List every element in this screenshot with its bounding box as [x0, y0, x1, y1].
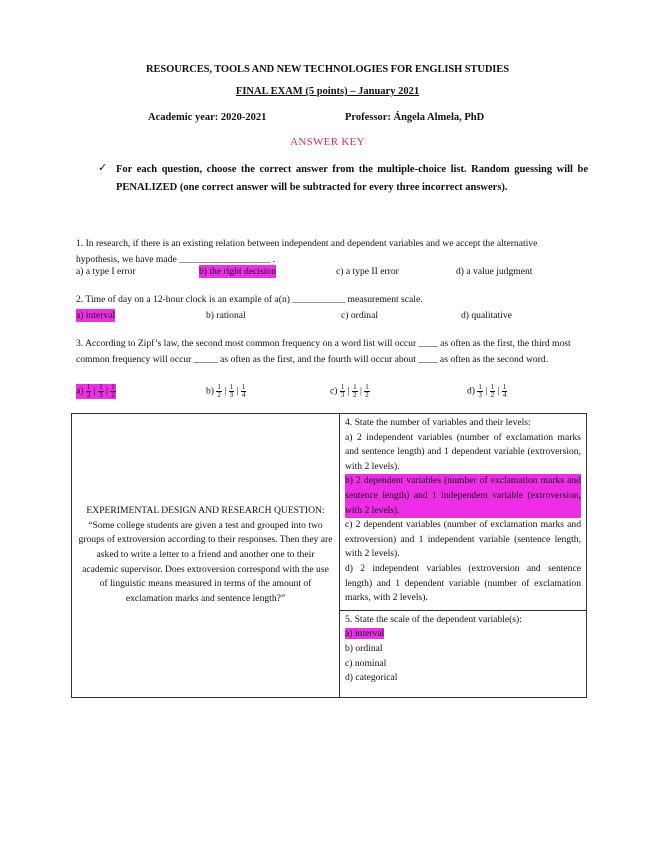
q4-option-b-correct: b) 2 dependent variables (number of exclamation marks and sentence length) and 1 independent variable (extroversion, with 2 levels). [345, 474, 581, 518]
fraction [502, 384, 508, 399]
q3-option-b [206, 384, 246, 399]
fraction-separator: | [91, 385, 99, 397]
fraction-numerator: 1 [99, 383, 103, 391]
fraction-separator: | [234, 385, 241, 397]
fraction-numerator: 1 [229, 383, 234, 391]
fraction [241, 384, 247, 399]
q1-option-d: d) a value judgment [456, 266, 533, 277]
fraction-denominator: 2 [353, 391, 357, 399]
q1-option-c: c) a type II error [336, 266, 399, 277]
q3-option-c [330, 384, 370, 399]
fraction-numerator: 1 [502, 383, 507, 391]
fraction-denominator: 4 [241, 391, 246, 399]
fraction-denominator: 4 [502, 391, 507, 399]
question-1-text: 1. In research, if there is an existing relation between independent and dependent variables and we accept the alternative hypothesis, we have made ___________________ . [76, 238, 538, 265]
question-2-text: 2. Time of day on a 12-hour clock is an example of a(n) ___________ measurement scale. [76, 294, 423, 305]
fraction-separator: | [495, 385, 502, 397]
research-question-cell [72, 414, 340, 698]
fraction-denominator: 2 [111, 391, 115, 399]
fraction-numerator: 1 [340, 383, 345, 391]
fraction-denominator: 2 [86, 391, 91, 399]
q2-option-c: c) ordinal [341, 310, 379, 321]
answer-key-label: ANSWER KEY [290, 136, 365, 148]
fraction-numerator: 1 [217, 383, 221, 391]
question-5-text: 5. State the scale of the dependent variable(s): [345, 613, 522, 625]
question-4-cell [340, 414, 587, 611]
academic-year: Academic year: 2020-2021 [148, 112, 267, 123]
research-question-text: “Some college students are given a test and grouped into two groups of extroversion according to their responses. Then they are asked to write a letter to a friend and another one to their academic supervisor. Does extroversion correspond with the use of linguistic means measured in terms of the amount of exclamation marks and sentence length?” [78, 519, 333, 604]
q5-option-a-correct: a) interval [345, 628, 385, 640]
instructions-text: For each question, choose the correct answer from the multiple-choice list. Random guessing will be PENALIZED (one correct answer will be subtracted for every three incorrect answers). [116, 164, 588, 193]
q2-option-a-correct: a) interval [76, 310, 116, 321]
q1-option-b-correct: b) the right decision [199, 266, 276, 277]
fraction-separator: | [103, 385, 111, 397]
fraction-denominator: 2 [217, 391, 221, 399]
q1-option-a: a) a type I error [76, 266, 136, 277]
professor: Professor: Ángela Almela, PhD [345, 112, 485, 123]
fraction-numerator: 1 [111, 383, 115, 391]
fraction [110, 384, 116, 399]
q2-option-b: b) rational [206, 310, 246, 321]
question-4-text: 4. State the number of variables and their levels: [345, 417, 531, 428]
course-title: RESOURCES, TOOLS AND NEW TECHNOLOGIES FOR ENGLISH STUDIES [146, 64, 509, 75]
fraction-separator: | [357, 385, 365, 397]
q4-option-d: d) 2 independent variables (extroversion and sentence length) and 1 dependent variable (number of exclamation marks, with 2 levels). [345, 562, 581, 604]
question-5-cell [340, 610, 587, 697]
fraction-denominator: 3 [229, 391, 234, 399]
fraction-numerator: 1 [478, 383, 482, 391]
exam-title: FINAL EXAM (5 points) – January 2021 [235, 86, 420, 97]
research-question-heading: EXPERIMENTAL DESIGN AND RESEARCH QUESTION: [86, 505, 325, 517]
fraction-separator: | [345, 385, 353, 397]
q3-option-d [467, 384, 507, 399]
q2-option-d: d) qualitative [461, 310, 512, 321]
q5-option-c: c) nominal [345, 657, 387, 669]
fraction-denominator: 2 [490, 391, 495, 399]
fraction-numerator: 1 [365, 383, 369, 391]
fraction [364, 384, 370, 399]
q3-option-label: a) [76, 385, 86, 397]
fraction-denominator: 3 [340, 391, 345, 399]
fraction-numerator: 1 [241, 383, 246, 391]
q3-option-label: d) [467, 385, 478, 397]
fraction-numerator: 1 [490, 383, 495, 391]
fraction-separator: | [221, 385, 229, 397]
q4-option-a: a) 2 independent variables (number of exclamation marks and sentence length) and 1 dependent variable (extroversion, with 2 levels). [345, 431, 581, 472]
checkmark-icon: ✓ [98, 162, 108, 174]
q4-option-c: c) 2 dependent variables (number of exclamation marks and extroversion) and 1 independent variable (sentence length, with 2 levels). [345, 519, 581, 560]
fraction-denominator: 3 [99, 391, 103, 399]
q5-option-b: b) ordinal [345, 642, 383, 654]
fraction-separator: | [482, 385, 490, 397]
fraction-numerator: 1 [86, 383, 91, 391]
q3-option-label: b) [206, 385, 217, 397]
q3-option-a-correct [76, 384, 116, 399]
q3-option-label: c) [330, 385, 340, 397]
experimental-design-table [71, 413, 587, 698]
fraction-denominator: 3 [478, 391, 482, 399]
q5-option-d: d) categorical [345, 672, 398, 684]
fraction-denominator: 2 [365, 391, 369, 399]
question-3-text: 3. According to Zipf’s law, the second most common frequency on a word list will occur ____ as often as the first, the third most common frequency will occur _____ as often as the first, and the fourth will occur about ____ as often as the second word. [76, 338, 571, 365]
fraction-numerator: 1 [353, 383, 357, 391]
